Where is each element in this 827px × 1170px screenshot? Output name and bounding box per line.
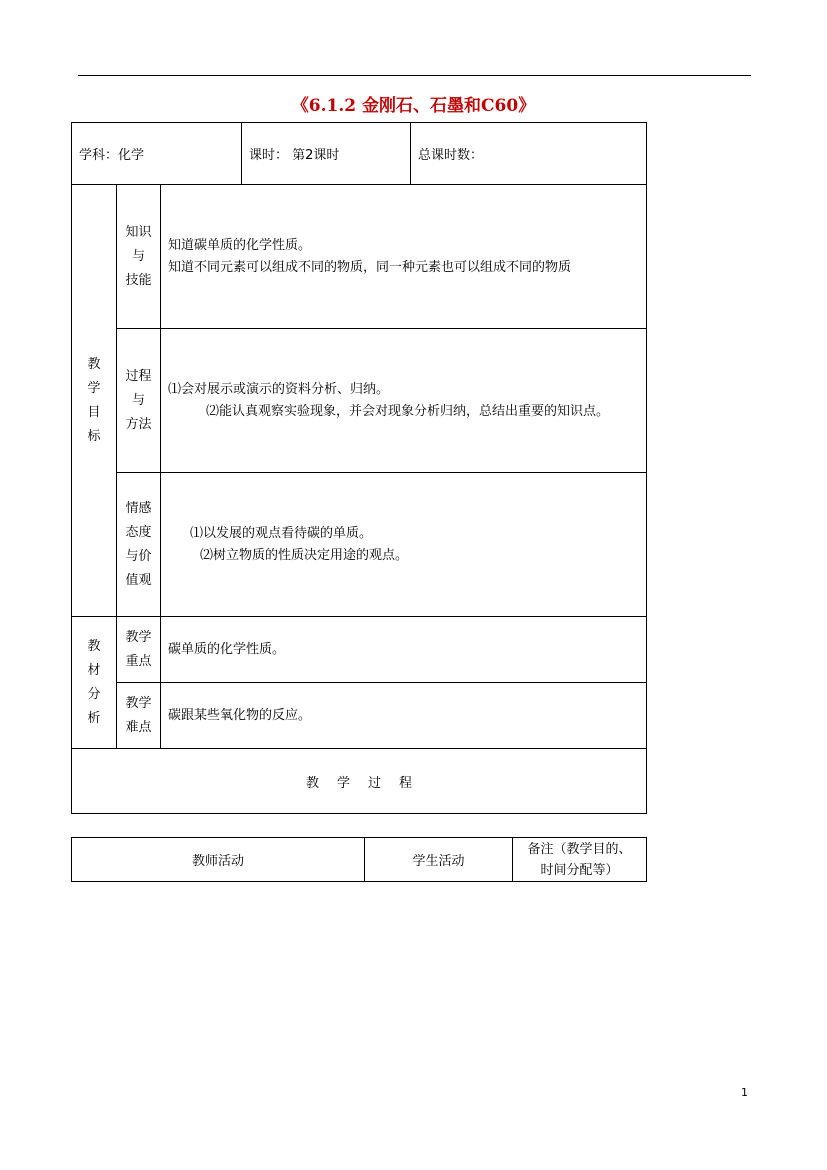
key-point-content: 碳单质的化学性质。 bbox=[161, 617, 647, 683]
student-activity-header: 学生活动 bbox=[365, 838, 513, 882]
emotion-content: ⑴以发展的观点看待碳的单质。 ⑵树立物质的性质决定用途的观点。 bbox=[161, 473, 647, 617]
subject-cell: 学科：化学 bbox=[72, 123, 242, 185]
lesson-plan-table bbox=[71, 122, 647, 814]
total-periods-cell: 总课时数： bbox=[411, 123, 647, 185]
material-label: 教 材 分 析 bbox=[72, 617, 117, 749]
activity-table bbox=[71, 837, 647, 882]
period-cell: 课时： 第2课时 bbox=[242, 123, 411, 185]
process-content: ⑴会对展示或演示的资料分析、归纳。 ⑵能认真观察实验现象，并会对现象分析归纳，总结出重要的知识点。 bbox=[161, 329, 647, 473]
difficult-point-content: 碳跟某些氧化物的反应。 bbox=[161, 683, 647, 749]
header-row bbox=[72, 123, 647, 185]
emotion-label: 情感 态度 与价 值观 bbox=[117, 473, 161, 617]
teacher-activity-header: 教师活动 bbox=[72, 838, 365, 882]
page-number: 1 bbox=[741, 1086, 748, 1099]
knowledge-content: 知道碳单质的化学性质。 知道不同元素可以组成不同的物质，同一种元素也可以组成不同的物质 bbox=[161, 185, 647, 329]
page-title: 《6.1.2 金刚石、石墨和C60》 bbox=[291, 96, 536, 116]
notes-header: 备注（教学目的、 时间分配等） bbox=[513, 838, 647, 882]
knowledge-label: 知识 与 技能 bbox=[117, 185, 161, 329]
process-heading: 教学过程 bbox=[72, 749, 647, 814]
difficult-point-label: 教学 难点 bbox=[117, 683, 161, 749]
top-rule bbox=[78, 75, 751, 76]
goals-label: 教 学 目 标 bbox=[72, 185, 117, 617]
process-label: 过程 与 方法 bbox=[117, 329, 161, 473]
key-point-label: 教学 重点 bbox=[117, 617, 161, 683]
